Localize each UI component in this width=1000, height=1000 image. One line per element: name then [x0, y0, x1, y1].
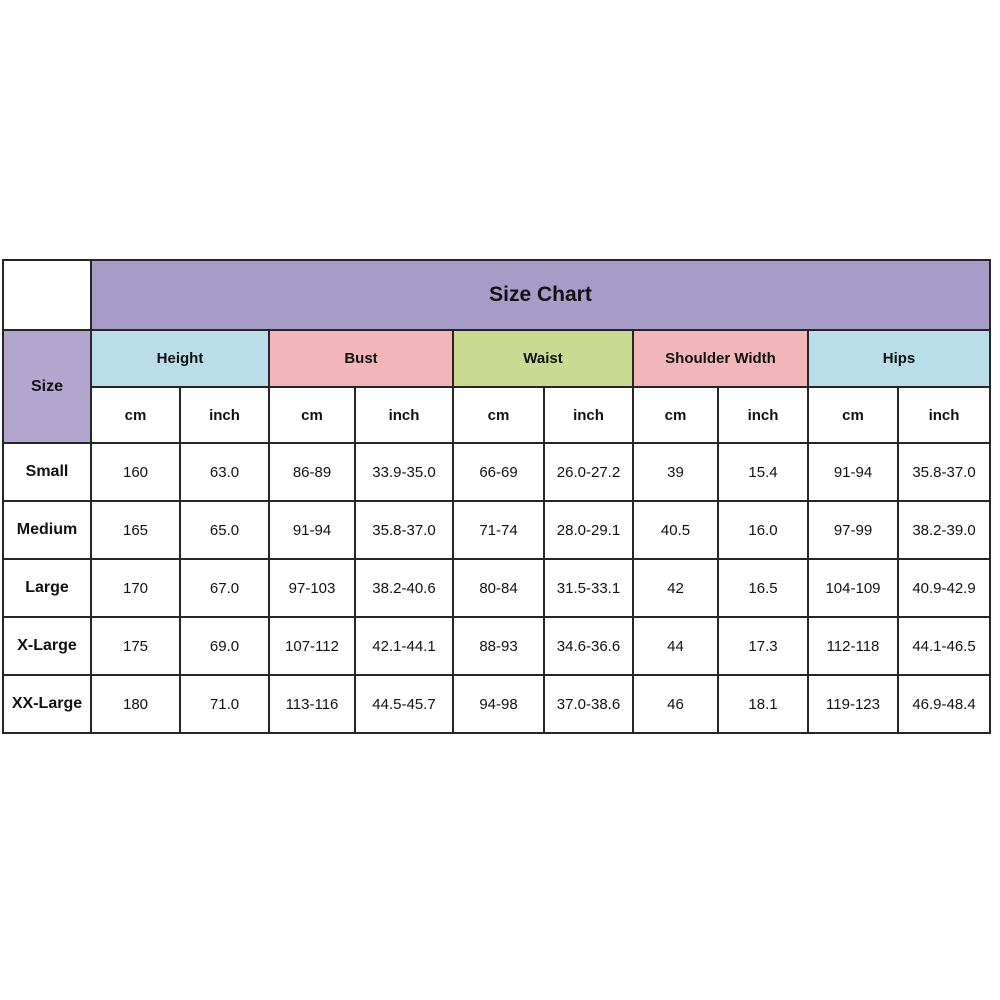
cell-bust-inch: 44.5-45.7 [355, 675, 453, 733]
group-header-waist: Waist [453, 330, 633, 387]
cell-waist-inch: 28.0-29.1 [544, 501, 633, 559]
unit-header-row [3, 387, 990, 443]
cell-height-inch: 69.0 [180, 617, 269, 675]
cell-hips-cm: 119-123 [808, 675, 898, 733]
cell-waist-inch: 26.0-27.2 [544, 443, 633, 501]
cell-height-cm: 170 [91, 559, 180, 617]
table-row-x-large [3, 617, 990, 675]
cell-waist-cm: 88-93 [453, 617, 544, 675]
cell-height-inch: 63.0 [180, 443, 269, 501]
cell-waist-inch: 31.5-33.1 [544, 559, 633, 617]
table-row-medium [3, 501, 990, 559]
cell-hips-inch: 35.8-37.0 [898, 443, 990, 501]
size-column-header: Size [3, 330, 91, 443]
cell-bust-cm: 86-89 [269, 443, 355, 501]
cell-height-cm: 165 [91, 501, 180, 559]
cell-hips-cm: 104-109 [808, 559, 898, 617]
unit-header-inch: inch [898, 387, 990, 443]
cell-shoulder-cm: 46 [633, 675, 718, 733]
title-row [3, 260, 990, 330]
group-header-row [3, 330, 990, 387]
cell-shoulder-inch: 16.5 [718, 559, 808, 617]
cell-height-inch: 65.0 [180, 501, 269, 559]
cell-hips-inch: 38.2-39.0 [898, 501, 990, 559]
cell-shoulder-inch: 17.3 [718, 617, 808, 675]
cell-waist-inch: 34.6-36.6 [544, 617, 633, 675]
group-header-bust: Bust [269, 330, 453, 387]
group-header-height: Height [91, 330, 269, 387]
cell-shoulder-inch: 18.1 [718, 675, 808, 733]
cell-shoulder-cm: 40.5 [633, 501, 718, 559]
cell-bust-cm: 91-94 [269, 501, 355, 559]
cell-waist-cm: 80-84 [453, 559, 544, 617]
cell-shoulder-inch: 15.4 [718, 443, 808, 501]
cell-shoulder-cm: 44 [633, 617, 718, 675]
cell-height-cm: 175 [91, 617, 180, 675]
cell-shoulder-inch: 16.0 [718, 501, 808, 559]
cell-waist-cm: 94-98 [453, 675, 544, 733]
cell-bust-inch: 42.1-44.1 [355, 617, 453, 675]
cell-hips-inch: 46.9-48.4 [898, 675, 990, 733]
cell-shoulder-cm: 39 [633, 443, 718, 501]
cell-hips-cm: 91-94 [808, 443, 898, 501]
table-row-xx-large [3, 675, 990, 733]
cell-bust-inch: 35.8-37.0 [355, 501, 453, 559]
unit-header-inch: inch [180, 387, 269, 443]
cell-height-inch: 71.0 [180, 675, 269, 733]
cell-hips-cm: 112-118 [808, 617, 898, 675]
unit-header-inch: inch [718, 387, 808, 443]
unit-header-cm: cm [808, 387, 898, 443]
cell-hips-inch: 40.9-42.9 [898, 559, 990, 617]
cell-bust-inch: 38.2-40.6 [355, 559, 453, 617]
cell-waist-cm: 71-74 [453, 501, 544, 559]
chart-title: Size Chart [91, 260, 990, 330]
group-header-hips: Hips [808, 330, 990, 387]
cell-hips-cm: 97-99 [808, 501, 898, 559]
unit-header-inch: inch [355, 387, 453, 443]
unit-header-inch: inch [544, 387, 633, 443]
cell-waist-inch: 37.0-38.6 [544, 675, 633, 733]
row-label-large: Large [3, 559, 91, 617]
unit-header-cm: cm [633, 387, 718, 443]
row-label-xx-large: XX-Large [3, 675, 91, 733]
cell-bust-inch: 33.9-35.0 [355, 443, 453, 501]
cell-height-inch: 67.0 [180, 559, 269, 617]
cell-waist-cm: 66-69 [453, 443, 544, 501]
corner-cell [3, 260, 91, 330]
cell-shoulder-cm: 42 [633, 559, 718, 617]
row-label-medium: Medium [3, 501, 91, 559]
cell-bust-cm: 97-103 [269, 559, 355, 617]
unit-header-cm: cm [453, 387, 544, 443]
cell-bust-cm: 113-116 [269, 675, 355, 733]
cell-bust-cm: 107-112 [269, 617, 355, 675]
cell-hips-inch: 44.1-46.5 [898, 617, 990, 675]
row-label-small: Small [3, 443, 91, 501]
table-row-large [3, 559, 990, 617]
table-row-small [3, 443, 990, 501]
group-header-shoulder-width: Shoulder Width [633, 330, 808, 387]
unit-header-cm: cm [91, 387, 180, 443]
cell-height-cm: 160 [91, 443, 180, 501]
cell-height-cm: 180 [91, 675, 180, 733]
unit-header-cm: cm [269, 387, 355, 443]
size-chart-table [2, 259, 991, 734]
row-label-x-large: X-Large [3, 617, 91, 675]
